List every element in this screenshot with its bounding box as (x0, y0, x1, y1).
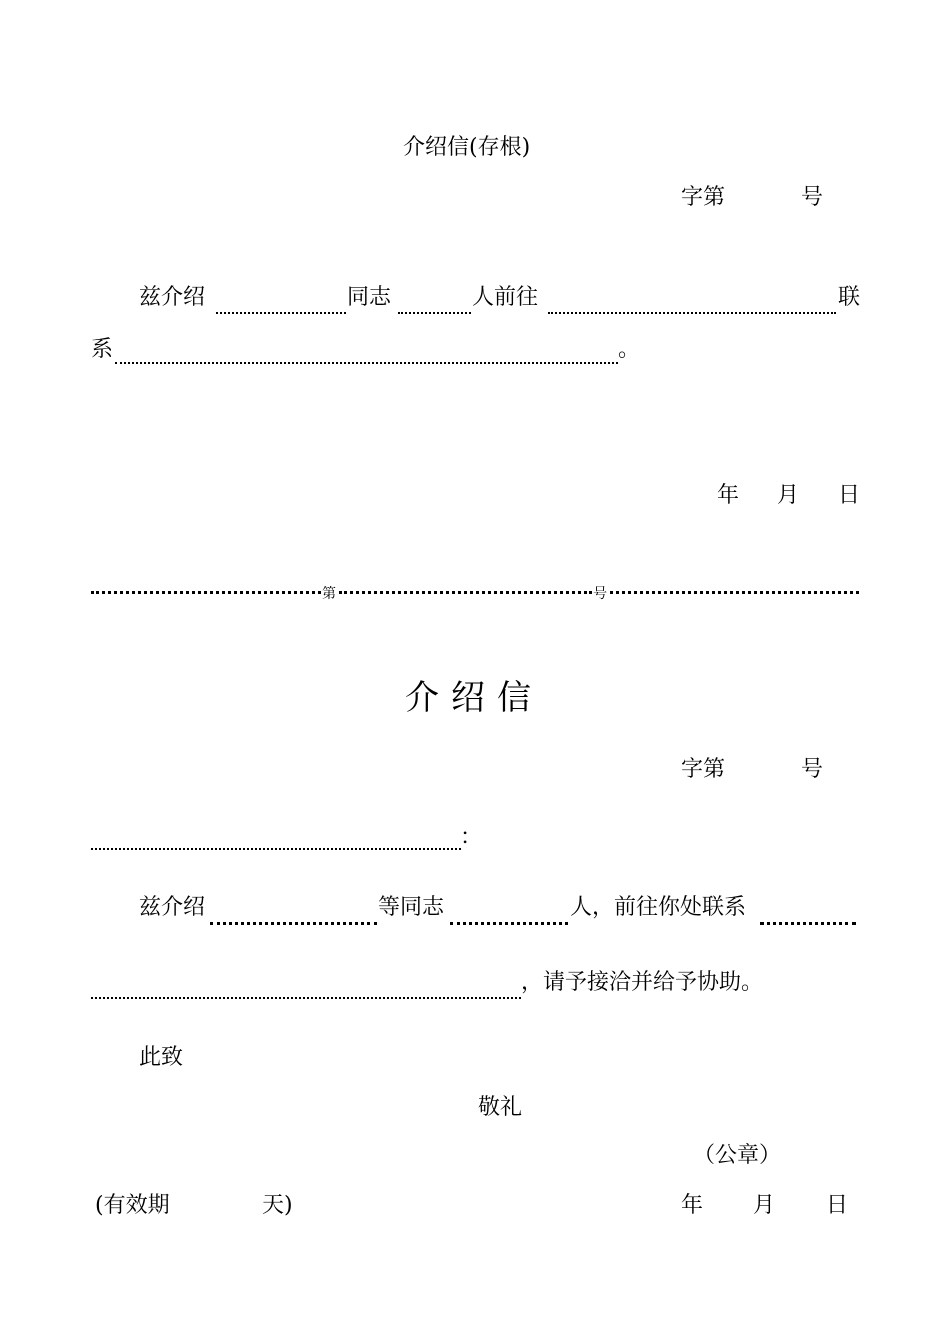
tear-line-di: 第 (322, 586, 336, 602)
letter-comrades: 等同志 (378, 895, 445, 920)
recipient-blank[interactable] (91, 848, 461, 850)
stub-destination-blank[interactable] (548, 312, 836, 314)
letter-ref-hao: 号 (801, 757, 824, 782)
stub-comrade: 同志 (347, 285, 392, 310)
validity-close: 天) (262, 1193, 293, 1218)
letter-matter-blank-2[interactable] (91, 997, 521, 999)
stub-intro-prefix: 兹介绍 (139, 285, 206, 310)
stub-day: 日 (838, 483, 861, 508)
recipient-colon: ： (460, 825, 483, 850)
validity-open: (有效期 (95, 1193, 170, 1218)
stub-people-go: 人前往 (472, 285, 539, 310)
tear-line-right (610, 591, 859, 594)
stub-ref-hao: 号 (801, 185, 824, 210)
stub-title: 介绍信(存根) (403, 135, 531, 160)
letter-title: 介绍信 (405, 678, 543, 718)
letter-count-blank[interactable] (450, 922, 568, 925)
letter-jingli: 敬礼 (478, 1095, 523, 1120)
letter-assist: ，请予接洽并给予协助。 (521, 970, 764, 995)
tear-line-middle (339, 591, 592, 594)
letter-day: 日 (826, 1193, 849, 1218)
letter-people-go: 人，前往你处联系 (570, 895, 747, 920)
letter-intro-prefix: 兹介绍 (139, 895, 206, 920)
stub-xi: 系 (91, 337, 114, 362)
letter-matter-blank-1[interactable] (760, 922, 856, 925)
letter-ref-zi: 字第 (681, 757, 726, 782)
tear-line-left (91, 591, 321, 594)
stub-ref-zi: 字第 (681, 185, 726, 210)
letter-year: 年 (681, 1193, 704, 1218)
stub-matter-blank[interactable] (115, 362, 618, 364)
letter-month: 月 (753, 1193, 776, 1218)
stub-count-blank[interactable] (398, 312, 471, 314)
stub-lian: 联 (838, 285, 861, 310)
stub-year: 年 (717, 483, 740, 508)
stub-month: 月 (777, 483, 800, 508)
tear-line-hao: 号 (593, 586, 607, 602)
letter-seal: （公章） (693, 1143, 782, 1168)
stub-period: 。 (618, 337, 641, 362)
letter-cizhi: 此致 (139, 1045, 184, 1070)
stub-name-blank[interactable] (216, 312, 346, 314)
letter-name-blank[interactable] (210, 922, 377, 925)
